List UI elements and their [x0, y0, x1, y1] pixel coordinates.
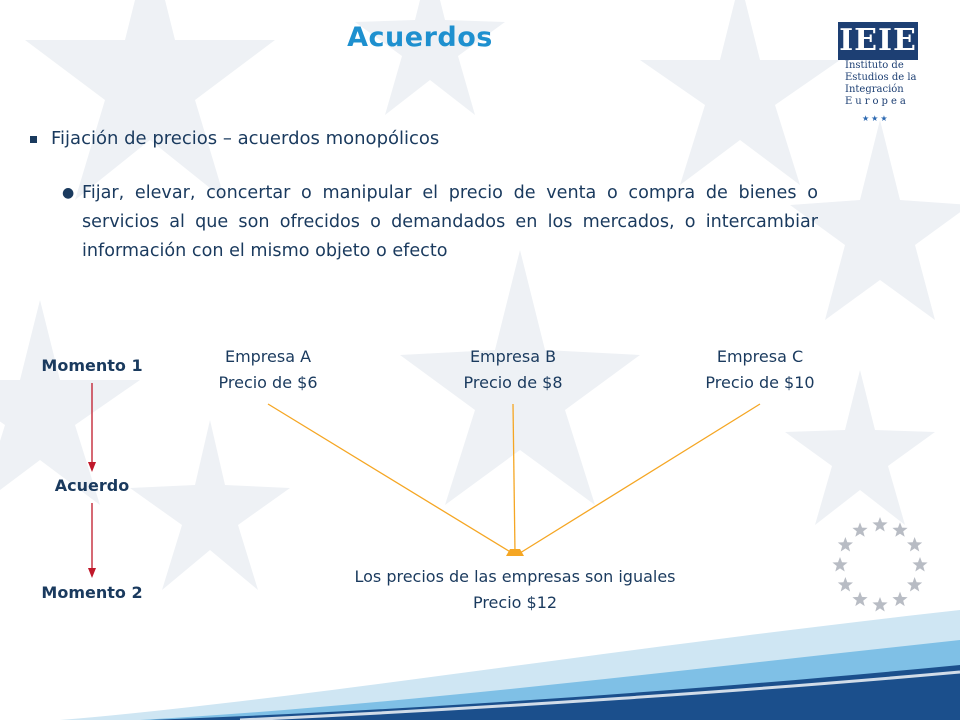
price-line-b	[513, 404, 515, 553]
logo-mark: IEIE	[839, 23, 917, 58]
convergence-point	[506, 549, 524, 556]
logo-line: Europea	[845, 96, 909, 107]
company-a-name: Empresa A	[224, 347, 312, 366]
logo-line: Instituto de	[845, 60, 904, 71]
company-c-price: Precio de $10	[705, 373, 815, 392]
company-b-price: Precio de $8	[463, 373, 563, 392]
company-a	[188, 344, 348, 396]
timeline-arrowhead-1	[88, 462, 96, 472]
price-line-c	[520, 404, 760, 553]
company-a-price: Precio de $6	[218, 373, 318, 392]
timeline-agreement: Acuerdo	[54, 476, 130, 495]
price-line-a	[268, 404, 512, 553]
logo-line: Estudios de la	[845, 72, 917, 83]
company-b	[433, 344, 593, 396]
main-bullet-text: Fijación de precios – acuerdos monopólicos	[51, 128, 440, 149]
ieie-logo	[838, 22, 920, 130]
result-line-2: Precio $12	[472, 593, 558, 612]
result-line-1: Los precios de las empresas son iguales	[354, 567, 676, 586]
result-box	[300, 564, 730, 616]
company-c	[680, 344, 840, 396]
sub-bullet-text: Fijar, elevar, concertar o manipular el precio de venta o compra de bienes o servicios al que son ofrecidos o demandados en los mercados, o intercambiar información con el mismo objeto o efecto	[82, 183, 818, 261]
logo-line: Integración	[845, 84, 904, 95]
company-b-name: Empresa B	[469, 347, 557, 366]
logo-stars-icon: ★★★	[862, 114, 890, 123]
main-bullet	[30, 128, 439, 149]
timeline-arrowhead-2	[88, 568, 96, 578]
sub-bullet	[62, 179, 818, 266]
timeline-moment-1: Momento 1	[41, 356, 143, 375]
square-bullet-icon	[30, 136, 37, 143]
company-c-name: Empresa C	[716, 347, 804, 366]
round-bullet-icon: ●	[62, 185, 75, 201]
slide-title: Acuerdos	[347, 22, 493, 53]
timeline-moment-2: Momento 2	[41, 583, 143, 602]
